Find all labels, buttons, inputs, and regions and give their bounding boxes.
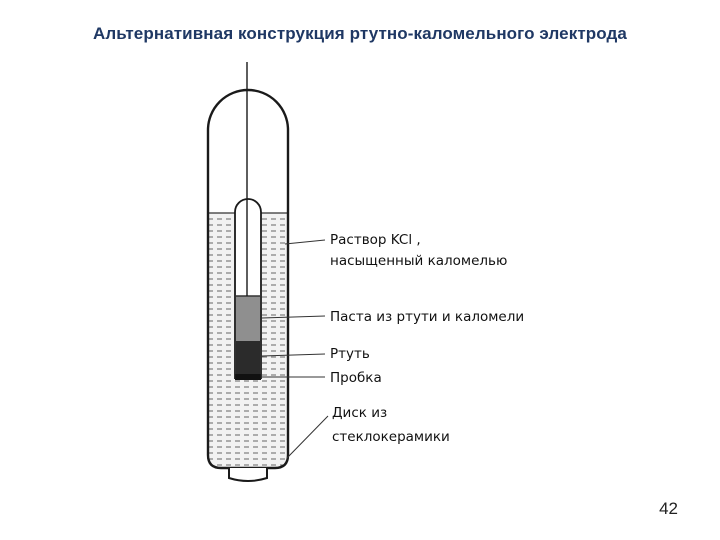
plug — [235, 374, 261, 380]
label-paste: Паста из ртути и каломели — [330, 309, 525, 325]
page-number: 42 — [659, 499, 678, 518]
label-kcl-line2: насыщенный каломелью — [330, 253, 508, 269]
slide-title: Альтернативная конструкция ртутно-каломельного электрода — [93, 24, 627, 43]
paste-layer — [236, 296, 260, 341]
glass-ceramic-disk — [229, 468, 267, 481]
leader-disk — [287, 416, 328, 458]
label-plug: Пробка — [330, 370, 382, 386]
mercury-layer — [236, 341, 260, 374]
label-mercury: Ртуть — [330, 346, 370, 362]
label-disk-line2: стеклокерамики — [332, 429, 450, 445]
leader-kcl — [285, 240, 325, 244]
label-disk-line1: Диск из — [332, 405, 388, 421]
label-kcl-line1: Раствор KCl , — [330, 232, 421, 248]
